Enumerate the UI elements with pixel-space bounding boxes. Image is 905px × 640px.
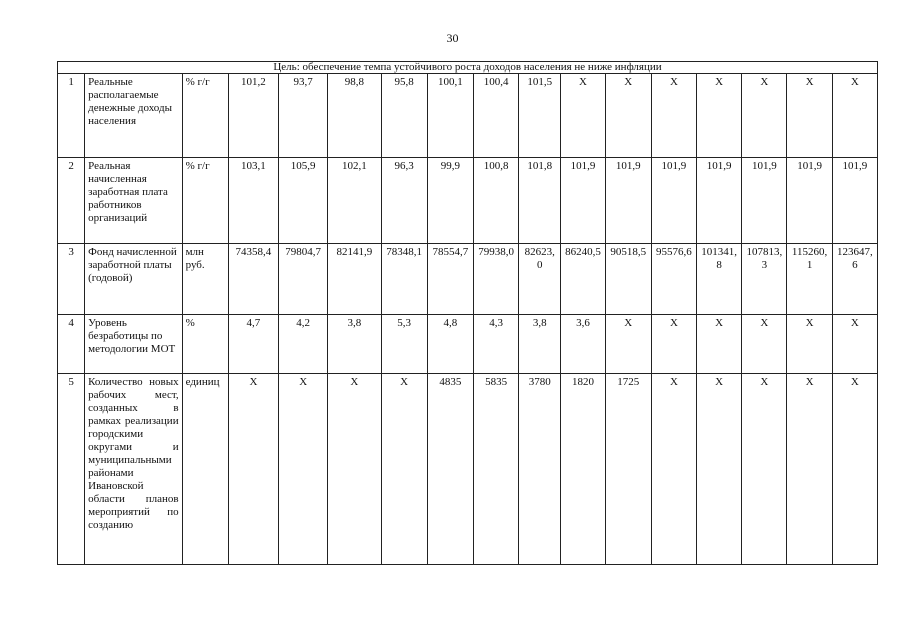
goal-row — [58, 62, 878, 74]
value-cell: Х — [832, 74, 877, 158]
value-cell: 79804,7 — [279, 244, 328, 315]
value-cell: 107813,3 — [742, 244, 787, 315]
value-cell: 101,9 — [787, 158, 832, 244]
value-cell: 105,9 — [279, 158, 328, 244]
value-cell: 101,9 — [742, 158, 787, 244]
indicator-name: Реальная начисленная заработная плата работников организаций — [85, 158, 182, 244]
value-cell: 115260,1 — [787, 244, 832, 315]
value-cell: Х — [328, 374, 381, 565]
value-cell: Х — [697, 374, 742, 565]
value-cell: 78348,1 — [381, 244, 427, 315]
value-cell: 98,8 — [328, 74, 381, 158]
indicator-name: Реальные располагаемые денежные доходы населения — [85, 74, 182, 158]
value-cell: 100,1 — [427, 74, 473, 158]
value-cell: 101,9 — [697, 158, 742, 244]
value-cell: 93,7 — [279, 74, 328, 158]
value-cell: 101,9 — [651, 158, 696, 244]
value-cell: 74358,4 — [228, 244, 278, 315]
row-number: 2 — [58, 158, 85, 244]
value-cell: 4,7 — [228, 315, 278, 374]
indicator-name: Фонд начисленной заработной платы (годовой) — [85, 244, 182, 315]
value-cell: Х — [742, 315, 787, 374]
unit-cell: % г/г — [182, 74, 228, 158]
value-cell: Х — [832, 315, 877, 374]
table-row — [58, 74, 878, 158]
value-cell: Х — [279, 374, 328, 565]
value-cell: 5835 — [473, 374, 518, 565]
value-cell: Х — [787, 374, 832, 565]
value-cell: 101,9 — [605, 158, 651, 244]
goal-text: Цель: обеспечение темпа устойчивого роста доходов населения не ниже инфляции — [58, 62, 878, 74]
value-cell: Х — [832, 374, 877, 565]
value-cell: 1725 — [605, 374, 651, 565]
value-cell: 99,9 — [427, 158, 473, 244]
value-cell: 95576,6 — [651, 244, 696, 315]
value-cell: 96,3 — [381, 158, 427, 244]
indicators-table — [57, 61, 878, 565]
value-cell: Х — [228, 374, 278, 565]
value-cell: Х — [787, 315, 832, 374]
value-cell: 101,8 — [519, 158, 561, 244]
value-cell: 100,4 — [473, 74, 518, 158]
value-cell: 90518,5 — [605, 244, 651, 315]
value-cell: 101,5 — [519, 74, 561, 158]
table-row — [58, 158, 878, 244]
value-cell: Х — [742, 374, 787, 565]
table-row — [58, 374, 878, 565]
value-cell: 3,6 — [561, 315, 605, 374]
value-cell: 4,8 — [427, 315, 473, 374]
page-number: 30 — [446, 31, 459, 45]
value-cell: Х — [787, 74, 832, 158]
value-cell: 4,2 — [279, 315, 328, 374]
value-cell: 3780 — [519, 374, 561, 565]
value-cell: 86240,5 — [561, 244, 605, 315]
unit-cell: единиц — [182, 374, 228, 565]
value-cell: 100,8 — [473, 158, 518, 244]
row-number: 4 — [58, 315, 85, 374]
value-cell: 4,3 — [473, 315, 518, 374]
row-number: 5 — [58, 374, 85, 565]
value-cell: 3,8 — [519, 315, 561, 374]
value-cell: 123647,6 — [832, 244, 877, 315]
value-cell: Х — [697, 315, 742, 374]
value-cell: Х — [381, 374, 427, 565]
value-cell: Х — [697, 74, 742, 158]
value-cell: 82141,9 — [328, 244, 381, 315]
value-cell: 101341,8 — [697, 244, 742, 315]
value-cell: Х — [605, 315, 651, 374]
unit-cell: % — [182, 315, 228, 374]
value-cell: 78554,7 — [427, 244, 473, 315]
value-cell: 101,9 — [561, 158, 605, 244]
value-cell: 5,3 — [381, 315, 427, 374]
table-row — [58, 315, 878, 374]
unit-cell: млн руб. — [182, 244, 228, 315]
value-cell: Х — [651, 315, 696, 374]
value-cell: 79938,0 — [473, 244, 518, 315]
value-cell: 1820 — [561, 374, 605, 565]
unit-cell: % г/г — [182, 158, 228, 244]
value-cell: Х — [561, 74, 605, 158]
row-number: 3 — [58, 244, 85, 315]
indicator-name: Количество новых рабочих мест, созданных в рамках реализации городскими округами и муниципальными районами Ивановской области планов мероприятий по созданию — [85, 374, 182, 565]
table-row — [58, 244, 878, 315]
value-cell: 103,1 — [228, 158, 278, 244]
value-cell: 3,8 — [328, 315, 381, 374]
row-number: 1 — [58, 74, 85, 158]
value-cell: 101,9 — [832, 158, 877, 244]
value-cell: 4835 — [427, 374, 473, 565]
value-cell: Х — [651, 374, 696, 565]
value-cell: 82623,0 — [519, 244, 561, 315]
value-cell: 101,2 — [228, 74, 278, 158]
value-cell: Х — [651, 74, 696, 158]
value-cell: 95,8 — [381, 74, 427, 158]
value-cell: Х — [605, 74, 651, 158]
indicator-name: Уровень безработицы по методологии МОТ — [85, 315, 182, 374]
value-cell: 102,1 — [328, 158, 381, 244]
value-cell: Х — [742, 74, 787, 158]
